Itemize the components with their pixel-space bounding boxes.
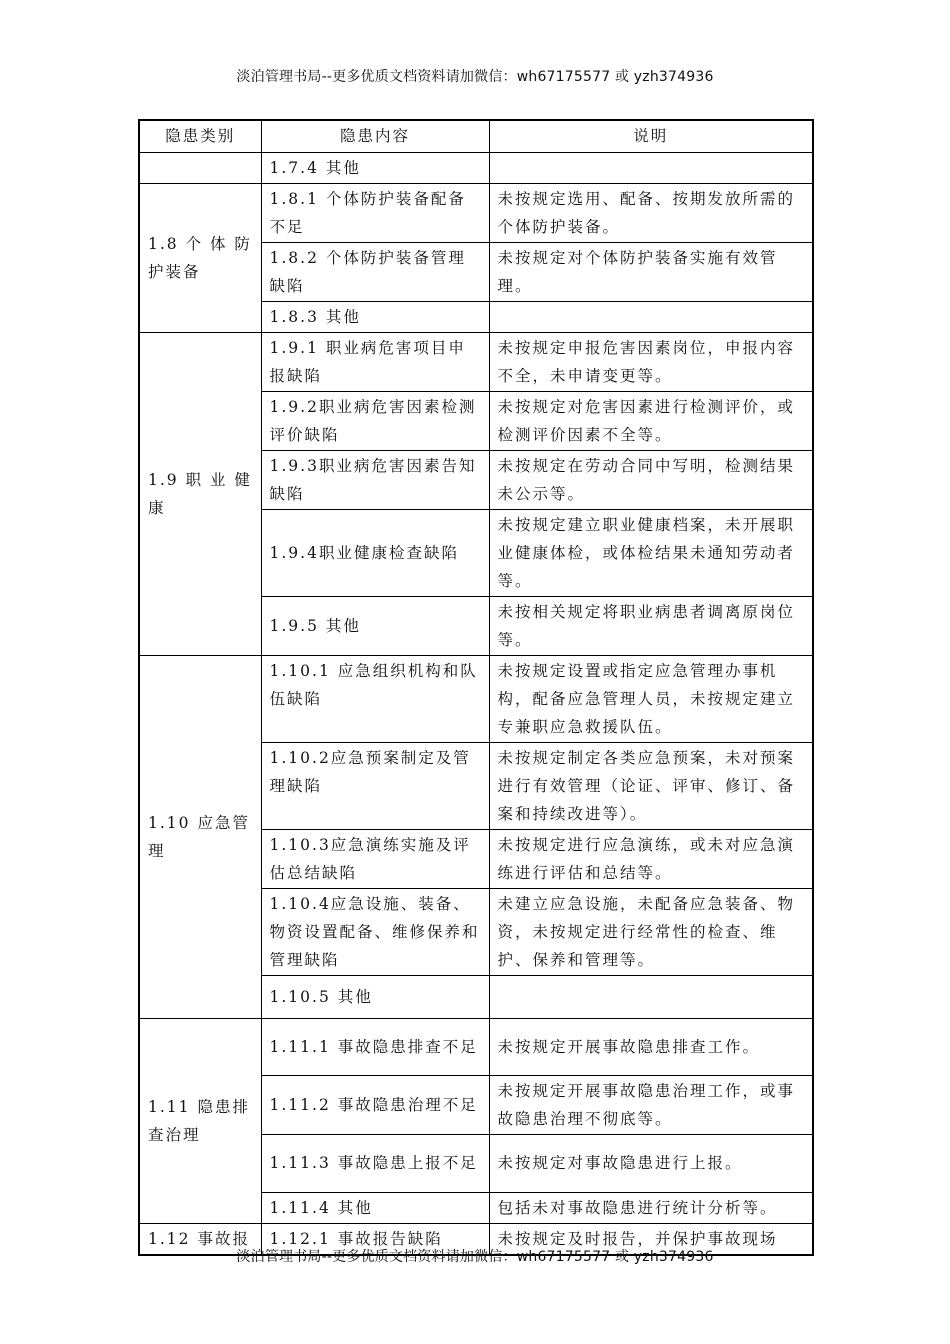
- content-cell: 1.9.5 其他: [261, 596, 489, 655]
- content-cell: 1.10.4应急设施、装备、物资设置配备、维修保养和管理缺陷: [261, 888, 489, 975]
- header-category: 隐患类别: [139, 120, 261, 152]
- note-cell: 未按规定在劳动合同中写明，检测结果未公示等。: [489, 450, 813, 509]
- note-cell: 未按规定制定各类应急预案，未对预案进行有效管理（论证、评审、修订、备案和持续改进等）。: [489, 742, 813, 829]
- content-cell: 1.10.5 其他: [261, 975, 489, 1018]
- note-cell: [489, 301, 813, 332]
- note-cell: 未按规定开展事故隐患治理工作，或事故隐患治理不彻底等。: [489, 1075, 813, 1134]
- content-cell: 1.11.1 事故隐患排查不足: [261, 1018, 489, 1075]
- content-cell: 1.9.2职业病危害因素检测评价缺陷: [261, 391, 489, 450]
- note-cell: 未按规定对事故隐患进行上报。: [489, 1134, 813, 1192]
- note-cell: 未按规定开展事故隐患排查工作。: [489, 1018, 813, 1075]
- note-cell: [489, 152, 813, 183]
- header-note: 说明: [489, 120, 813, 152]
- note-cell: 未按规定建立职业健康档案，未开展职业健康体检，或体检结果未通知劳动者等。: [489, 509, 813, 596]
- content-cell: 1.10.3应急演练实施及评估总结缺陷: [261, 829, 489, 888]
- note-cell: 未按规定设置或指定应急管理办事机构，配备应急管理人员，未按规定建立专兼职应急救援队伍。: [489, 655, 813, 742]
- note-cell: 未按规定及时报告，并保护事故现场: [489, 1223, 813, 1255]
- note-cell: 未按相关规定将职业病患者调离原岗位等。: [489, 596, 813, 655]
- content-cell: 1.10.2应急预案制定及管理缺陷: [261, 742, 489, 829]
- category-cell-empty: [139, 152, 261, 183]
- table-row: [139, 1018, 813, 1075]
- header-content: 隐患内容: [261, 120, 489, 152]
- table-row: [139, 332, 813, 391]
- category-cell: 1.10 应急管理: [139, 655, 261, 1018]
- note-cell: 未按规定进行应急演练，或未对应急演练进行评估和总结等。: [489, 829, 813, 888]
- content-cell: 1.8.1 个体防护装备配备不足: [261, 183, 489, 242]
- category-cell: 1.8 个 体 防护装备: [139, 183, 261, 332]
- page-header: 淡泊管理书局--更多优质文档资料请加微信：wh67175577 或 yzh374936: [236, 69, 714, 85]
- note-cell: [489, 975, 813, 1018]
- category-cell: 1.9 职 业 健康: [139, 332, 261, 655]
- hazard-table: [138, 119, 814, 1256]
- content-cell: 1.9.4职业健康检查缺陷: [261, 509, 489, 596]
- page-footer: 淡泊管理书局--更多优质文档资料请加微信：wh67175577 或 yzh374936: [236, 1249, 714, 1265]
- note-cell: 包括未对事故隐患进行统计分析等。: [489, 1192, 813, 1223]
- note-cell: 未按规定对个体防护装备实施有效管理。: [489, 242, 813, 301]
- content-cell: 1.8.3 其他: [261, 301, 489, 332]
- category-cell: 1.12 事故报: [139, 1223, 261, 1255]
- table-row: [139, 655, 813, 742]
- note-cell: 未建立应急设施，未配备应急装备、物资，未按规定进行经常性的检查、维护、保养和管理等。: [489, 888, 813, 975]
- content-cell: 1.7.4 其他: [261, 152, 489, 183]
- table-row: [139, 152, 813, 183]
- content-cell: 1.11.3 事故隐患上报不足: [261, 1134, 489, 1192]
- note-cell: 未按规定选用、配备、按期发放所需的个体防护装备。: [489, 183, 813, 242]
- note-cell: 未按规定申报危害因素岗位，申报内容不全，未申请变更等。: [489, 332, 813, 391]
- category-cell: 1.11 隐患排查治理: [139, 1018, 261, 1223]
- content-cell: 1.8.2 个体防护装备管理缺陷: [261, 242, 489, 301]
- content-cell: 1.11.2 事故隐患治理不足: [261, 1075, 489, 1134]
- table-header-row: [139, 120, 813, 152]
- content-cell: 1.9.1 职业病危害项目申报缺陷: [261, 332, 489, 391]
- content-cell: 1.11.4 其他: [261, 1192, 489, 1223]
- note-cell: 未按规定对危害因素进行检测评价，或检测评价因素不全等。: [489, 391, 813, 450]
- table-row: [139, 183, 813, 242]
- content-cell: 1.9.3职业病危害因素告知缺陷: [261, 450, 489, 509]
- content-cell: 1.10.1 应急组织机构和队伍缺陷: [261, 655, 489, 742]
- content-cell: 1.12.1 事故报告缺陷: [261, 1223, 489, 1255]
